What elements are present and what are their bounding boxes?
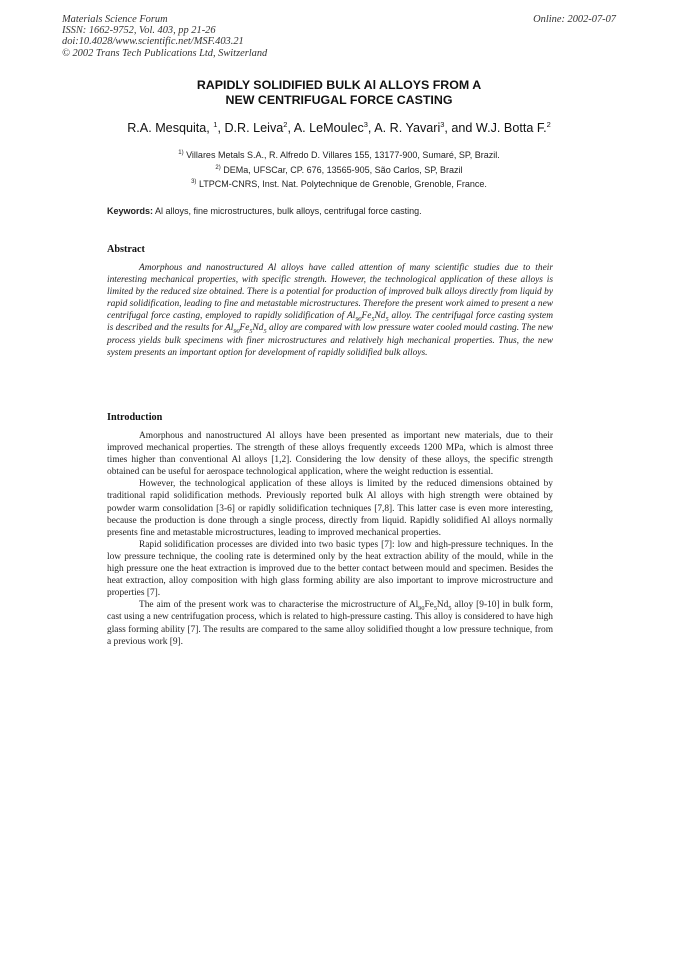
subscript: 90 [233, 328, 240, 336]
issn-line: ISSN: 1662-9752, Vol. 403, pp 21-26 [62, 25, 216, 37]
intro-paragraph-1: Amorphous and nanostructured Al alloys have been presented as important new materials, due to their improved mechanical properties. The strength of these alloys frequently exceeds 1200 MPa, which is almost three times higher than conventional Al alloys [1,2]. Considering the low density of these alloys, the specific strength obtained can be useful for aerospace technological application, where the weight reduction is essential. [107, 431, 553, 478]
introduction-body [107, 430, 553, 648]
affiliation-1-marker: 1) [178, 150, 184, 156]
title-line-1: RAPIDLY SOLIDIFIED BULK Al ALLOYS FROM A [196, 78, 482, 92]
author-1-affil: 1 [213, 120, 218, 129]
author-2-affil: 2 [283, 120, 288, 129]
subscript: 5 [263, 328, 267, 336]
abstract-paragraph [107, 262, 553, 359]
intro-text-2: Fe [424, 600, 434, 611]
journal-name: Materials Science Forum [62, 14, 168, 25]
affiliation-2-text: DEMa, UFSCar, CP. 676, 13565-905, São Carlos, SP, Brazil [220, 164, 463, 175]
abstract-text-1: Amorphous and nanostructured Al alloys have called attention of many scientific studies due to their interesting mechanical properties, with specific strength. However, the technological application of these alloys is limited by the reduced size obtained. There is a potential for production of improved bulk alloys directly from liquid by rapid solidification, leading to fine and metastable microstructures. Therefore the present work aimed to present a new centrifugal force casting, employed to rapidly solidification of Al [107, 263, 553, 322]
intro-text-1: The aim of the present work was to characterise the microstructure of Al [139, 600, 419, 611]
copyright-line: © 2002 Trans Tech Publications Ltd, Switzerland [62, 47, 268, 59]
subscript: 5 [448, 605, 452, 613]
paper-title [0, 78, 678, 107]
doi-link[interactable]: doi:10.4028/www.scientific.net/MSF.403.21 [62, 36, 244, 48]
author-4: , A. R. Yavari [367, 121, 441, 136]
abstract-text-7: alloy are compared with low pressure water cooled mould casting. The new process yields bulk specimens with finer microstructures and relatively high mechanical properties. Thus, the new system presents an important option for development of rapidly solidified bulk alloys. [107, 323, 553, 358]
intro-paragraph-3: Rapid solidification processes are divided into two basic types [7]: low and high-pressure techniques. In the low pressure technique, the cooling rate is determined only by the heat extraction ability of the mould, while in the high pressure one the heat extraction is improved due to the better contact between mould and specimen. Besides the heat extraction, alloy composition with high glass forming ability are also important to improve microstructure and properties [7]. [107, 539, 553, 599]
affiliation-3-marker: 3) [191, 179, 197, 185]
subscript: 5 [433, 605, 437, 613]
subscript: 5 [371, 316, 375, 324]
intro-paragraph-4 [107, 599, 553, 647]
affiliations [0, 147, 678, 191]
author-3: , A. LeMoulec [287, 121, 364, 136]
subscript: 90 [355, 316, 362, 324]
intro-text-4: alloy [9-10] in bulk form, cast using a new centrifugation process, which is related to high-pressure casting. This alloy is considered to have high glass forming ability [7]. The results are compared to the same alloy solidified thought a low pressure technique, from a previous work [9]. [107, 600, 553, 647]
abstract-text-2: Fe [361, 311, 372, 322]
affiliation-1 [0, 147, 678, 162]
author-5-affil: 2 [546, 120, 551, 129]
title-line-2: NEW CENTRIFUGAL FORCE CASTING [225, 92, 453, 107]
keywords-text: Al alloys, fine microstructures, bulk alloys, centrifugal force casting. [153, 206, 422, 216]
affiliation-1-text: Villares Metals S.A., R. Alfredo D. Villares 155, 13177-900, Sumaré, SP, Brazil. [183, 150, 500, 160]
author-2: , D.R. Leiva [217, 121, 284, 136]
keywords-label: Keywords: [107, 206, 154, 216]
abstract-text-6: Nd [252, 323, 264, 334]
abstract-text-3: Nd [374, 311, 386, 322]
subscript: 5 [385, 316, 389, 324]
abstract-body [107, 262, 553, 359]
abstract-text-5: Fe [239, 323, 250, 334]
subscript: 5 [249, 328, 253, 336]
keywords [107, 206, 567, 216]
author-5: , and W.J. Botta F. [444, 121, 547, 136]
author-list [0, 120, 678, 135]
journal-header [62, 14, 267, 59]
affiliation-2 [0, 162, 678, 177]
author-1: R.A. Mesquita, [127, 121, 214, 136]
abstract-text-4: alloy. The centrifugal force casting system is described and the results for Al [107, 311, 553, 334]
author-4-affil: 3 [440, 120, 445, 129]
abstract-heading: Abstract [107, 244, 145, 255]
subscript: 90 [418, 605, 425, 613]
online-date: Online: 2002-07-07 [533, 14, 616, 25]
affiliation-3-text: LTPCM-CNRS, Inst. Nat. Polytechnique de Grenoble, Grenoble, France. [196, 179, 487, 189]
affiliation-2-marker: 2) [215, 164, 221, 171]
intro-paragraph-2: However, the technological application of these alloys is limited by the reduced dimensions obtained by traditional rapid solidification methods. Previously reported bulk Al alloys with high strength were obtained by powder warm consolidation [3-6] or rapidly solidification techniques [7,8]. This latter case is even more interesting, because the production is done through a single process, directly from liquid. Rapidly solidified Al alloys normally presents fine and metastable microstructures, leading to improved mechanical properties. [107, 479, 553, 538]
affiliation-3 [0, 176, 678, 191]
author-3-affil: 3 [363, 120, 368, 129]
intro-text-3: Nd [436, 600, 449, 611]
introduction-heading: Introduction [107, 412, 163, 423]
